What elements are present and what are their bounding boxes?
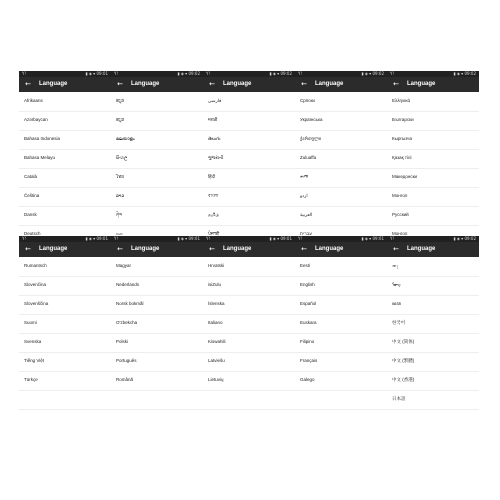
status-left-icons: Y! bbox=[22, 71, 27, 76]
language-list-item[interactable] bbox=[387, 295, 479, 315]
language-list-item[interactable] bbox=[111, 314, 203, 334]
language-label: Nederlands bbox=[116, 282, 140, 287]
language-label: ગુજરાતી bbox=[208, 155, 224, 160]
language-list-item[interactable] bbox=[295, 295, 387, 315]
language-list-item[interactable] bbox=[19, 257, 111, 277]
status-time: 09:02 bbox=[280, 71, 292, 76]
page-title: Language bbox=[315, 81, 344, 87]
language-label: Español bbox=[300, 301, 317, 306]
language-label: ລາວ bbox=[116, 193, 125, 198]
status-icons: ▮ ◈ ▾ bbox=[269, 71, 280, 76]
language-list-item[interactable] bbox=[19, 149, 111, 169]
app-bar bbox=[387, 242, 479, 257]
language-label: 中文 (繁體) bbox=[392, 358, 415, 363]
back-arrow-icon[interactable]: ← bbox=[301, 245, 307, 253]
app-bar bbox=[295, 77, 387, 92]
status-time: 09:01 bbox=[188, 236, 200, 241]
language-list-item[interactable] bbox=[19, 352, 111, 372]
language-list-item[interactable] bbox=[203, 92, 295, 112]
language-label: Galego bbox=[300, 377, 315, 382]
status-left-icons: Y! bbox=[298, 236, 303, 241]
language-screen bbox=[387, 71, 479, 236]
language-list-item[interactable] bbox=[203, 130, 295, 150]
language-list bbox=[203, 92, 295, 236]
language-list-item[interactable] bbox=[203, 333, 295, 353]
status-icons: ▮ ◈ ▾ bbox=[453, 236, 464, 241]
language-label: 한국어 bbox=[392, 320, 406, 325]
language-label: Afrikaans bbox=[24, 98, 43, 103]
language-list-item[interactable] bbox=[295, 206, 387, 226]
status-time: 09:01 bbox=[96, 236, 108, 241]
language-list-item[interactable] bbox=[111, 390, 203, 410]
language-list-item[interactable] bbox=[387, 276, 479, 296]
status-left-icons: Y! bbox=[114, 71, 119, 76]
language-label: Hrvatski bbox=[208, 263, 225, 268]
language-label: ಕನ್ನಡ bbox=[116, 117, 125, 122]
language-list-item[interactable] bbox=[111, 206, 203, 226]
language-label: தமிழ் bbox=[208, 212, 219, 217]
language-screen bbox=[203, 71, 295, 236]
app-bar bbox=[19, 242, 111, 257]
status-time: 09:02 bbox=[464, 236, 476, 241]
language-label: ሐማ bbox=[300, 174, 308, 179]
language-label: Deutsch bbox=[24, 231, 41, 236]
page-title: Language bbox=[39, 246, 68, 252]
status-icons: ▮ ◈ ▾ bbox=[85, 236, 96, 241]
status-icons: ▮ ◈ ▾ bbox=[177, 236, 188, 241]
language-list-item[interactable] bbox=[295, 111, 387, 131]
language-label: Rumantsch bbox=[24, 263, 47, 268]
app-bar bbox=[111, 77, 203, 92]
language-list-item[interactable] bbox=[387, 371, 479, 391]
language-label: తెలుగు bbox=[208, 136, 221, 141]
language-list-item[interactable] bbox=[295, 390, 387, 410]
language-label: Čeština bbox=[24, 193, 40, 198]
language-list-item[interactable] bbox=[387, 149, 479, 169]
app-bar bbox=[295, 242, 387, 257]
language-label: বাংলা bbox=[208, 193, 219, 198]
language-label: Kiswahili bbox=[208, 339, 226, 344]
status-left-icons: Y! bbox=[114, 236, 119, 241]
language-list-item[interactable] bbox=[111, 111, 203, 131]
language-list-item[interactable] bbox=[387, 111, 479, 131]
language-list-item[interactable] bbox=[295, 92, 387, 112]
language-label: Zuluaffa bbox=[300, 155, 317, 160]
language-list-item[interactable] bbox=[19, 390, 111, 410]
language-list-item[interactable] bbox=[111, 92, 203, 112]
language-list-item[interactable] bbox=[111, 352, 203, 372]
language-list bbox=[19, 92, 111, 236]
language-list-item[interactable] bbox=[19, 333, 111, 353]
language-label: Euskara bbox=[300, 320, 317, 325]
page-title: Language bbox=[131, 246, 160, 252]
language-label: Slovenčina bbox=[24, 282, 47, 287]
language-list-item[interactable] bbox=[295, 333, 387, 353]
status-icons: ▮ ◈ ▾ bbox=[361, 236, 372, 241]
language-label: ဗမာ bbox=[116, 231, 123, 236]
language-list-item[interactable] bbox=[387, 333, 479, 353]
language-list bbox=[295, 257, 387, 394]
status-icons: ▮ ◈ ▾ bbox=[453, 71, 464, 76]
status-left-icons: Y! bbox=[206, 71, 211, 76]
language-list-item[interactable] bbox=[203, 352, 295, 372]
page-title: Language bbox=[223, 246, 252, 252]
language-list-item[interactable] bbox=[111, 371, 203, 391]
language-list-item[interactable] bbox=[387, 168, 479, 188]
language-list-item[interactable] bbox=[203, 206, 295, 226]
language-list-item[interactable] bbox=[111, 187, 203, 207]
language-label: Latviešu bbox=[208, 358, 225, 363]
language-label: isiZulu bbox=[208, 282, 222, 287]
back-arrow-icon[interactable]: ← bbox=[393, 80, 399, 88]
language-screen bbox=[295, 236, 387, 394]
language-list-item[interactable] bbox=[295, 187, 387, 207]
language-list bbox=[111, 92, 203, 236]
language-label: Polski bbox=[116, 339, 129, 344]
language-list-item[interactable] bbox=[387, 206, 479, 226]
back-arrow-icon[interactable]: ← bbox=[25, 245, 31, 253]
language-list-item[interactable] bbox=[19, 295, 111, 315]
language-screen bbox=[19, 71, 111, 236]
language-label: Íslenska bbox=[208, 301, 225, 306]
language-list bbox=[387, 92, 479, 236]
language-label: 中文 (简体) bbox=[392, 339, 415, 344]
status-left-icons: Y! bbox=[390, 71, 395, 76]
language-screen bbox=[387, 236, 479, 401]
language-list bbox=[387, 257, 479, 401]
language-label: Dansk bbox=[24, 212, 37, 217]
status-left-icons: Y! bbox=[298, 71, 303, 76]
language-label: ཤེལ bbox=[116, 212, 123, 217]
language-list-item[interactable] bbox=[295, 130, 387, 150]
language-list-item[interactable] bbox=[111, 168, 203, 188]
language-list-item[interactable] bbox=[387, 390, 479, 410]
back-arrow-icon[interactable]: ← bbox=[209, 245, 215, 253]
language-list-item[interactable] bbox=[203, 168, 295, 188]
language-label: ქართული bbox=[300, 136, 322, 141]
status-icons: ▮ ◈ ▾ bbox=[177, 71, 188, 76]
language-label: Македонски bbox=[392, 174, 418, 179]
language-list-item[interactable] bbox=[19, 371, 111, 391]
language-label: עברית bbox=[300, 231, 312, 236]
language-list-item[interactable] bbox=[295, 257, 387, 277]
language-list-item[interactable] bbox=[387, 314, 479, 334]
language-label: ᠮᠣᠩ bbox=[392, 282, 401, 287]
language-list-item[interactable] bbox=[19, 92, 111, 112]
app-bar bbox=[387, 77, 479, 92]
status-time: 09:01 bbox=[280, 236, 292, 241]
language-list bbox=[19, 257, 111, 394]
page-title: Language bbox=[223, 81, 252, 87]
language-label: Filipino bbox=[300, 339, 315, 344]
language-label: Română bbox=[116, 377, 134, 382]
language-label: Slovenščina bbox=[24, 301, 49, 306]
language-label: മലയാളം bbox=[116, 136, 135, 141]
language-list-item[interactable] bbox=[111, 257, 203, 277]
page-title: Language bbox=[39, 81, 68, 87]
language-list-item[interactable] bbox=[19, 206, 111, 226]
language-label: Tiếng Việt bbox=[24, 358, 45, 363]
language-list-item[interactable] bbox=[203, 295, 295, 315]
language-list-item[interactable] bbox=[295, 352, 387, 372]
language-list-item[interactable] bbox=[111, 295, 203, 315]
back-arrow-icon[interactable]: ← bbox=[117, 245, 123, 253]
language-label: Svenska bbox=[24, 339, 42, 344]
language-list-item[interactable] bbox=[111, 333, 203, 353]
language-label: ꦗꦮ bbox=[392, 301, 401, 306]
language-label: ಕನ್ನಡ bbox=[116, 98, 125, 103]
language-list-item[interactable] bbox=[387, 187, 479, 207]
back-arrow-icon[interactable]: ← bbox=[301, 80, 307, 88]
language-label: Português bbox=[116, 358, 137, 363]
language-label: اردو bbox=[300, 193, 308, 198]
language-list-item[interactable] bbox=[203, 111, 295, 131]
language-list-item[interactable] bbox=[19, 168, 111, 188]
status-left-icons: Y! bbox=[206, 236, 211, 241]
language-list-item[interactable] bbox=[203, 314, 295, 334]
language-list-item[interactable] bbox=[19, 276, 111, 296]
language-label: Français bbox=[300, 358, 318, 363]
language-label: Српски bbox=[300, 98, 315, 103]
status-time: 09:02 bbox=[188, 71, 200, 76]
language-list-item[interactable] bbox=[387, 352, 479, 372]
language-label: Ελληνικά bbox=[392, 98, 411, 103]
language-label: 日本語 bbox=[392, 396, 406, 401]
language-list-item[interactable] bbox=[295, 314, 387, 334]
language-list-item[interactable] bbox=[295, 276, 387, 296]
language-label: मराठी bbox=[208, 117, 218, 122]
language-list-item[interactable] bbox=[203, 149, 295, 169]
page-title: Language bbox=[407, 81, 436, 87]
language-label: Türkçe bbox=[24, 377, 38, 382]
page-title: Language bbox=[315, 246, 344, 252]
app-bar bbox=[111, 242, 203, 257]
page-title: Language bbox=[407, 246, 436, 252]
language-label: Български bbox=[392, 117, 414, 122]
language-label: Suomi bbox=[24, 320, 37, 325]
language-label: Монгол bbox=[392, 231, 408, 236]
language-list-item[interactable] bbox=[387, 92, 479, 112]
language-label: ၼႃ bbox=[392, 263, 398, 268]
language-label: Монгол bbox=[392, 193, 408, 198]
status-left-icons: Y! bbox=[390, 236, 395, 241]
status-time: 09:02 bbox=[464, 71, 476, 76]
language-list-item[interactable] bbox=[19, 314, 111, 334]
language-screen bbox=[111, 71, 203, 236]
app-bar bbox=[203, 77, 295, 92]
language-label: O'zbekcha bbox=[116, 320, 138, 325]
back-arrow-icon[interactable]: ← bbox=[117, 80, 123, 88]
language-list-item[interactable] bbox=[111, 149, 203, 169]
status-time: 09:01 bbox=[372, 236, 384, 241]
language-list bbox=[203, 257, 295, 394]
status-icons: ▮ ◈ ▾ bbox=[361, 71, 372, 76]
language-list-item[interactable] bbox=[19, 111, 111, 131]
app-bar bbox=[203, 242, 295, 257]
language-list-item[interactable] bbox=[295, 371, 387, 391]
language-label: English bbox=[300, 282, 315, 287]
status-icons: ▮ ◈ ▾ bbox=[85, 71, 96, 76]
language-list-item[interactable] bbox=[387, 130, 479, 150]
language-label: Bahasa Indonesia bbox=[24, 136, 61, 141]
language-list-item[interactable] bbox=[19, 130, 111, 150]
language-screen bbox=[19, 236, 111, 394]
language-screen bbox=[295, 71, 387, 236]
language-list-item[interactable] bbox=[203, 371, 295, 391]
language-label: 中文 (香港) bbox=[392, 377, 415, 382]
language-label: Bahasa Melayu bbox=[24, 155, 56, 160]
language-screen bbox=[111, 236, 203, 394]
language-label: العربية bbox=[300, 212, 313, 217]
language-list-item[interactable] bbox=[203, 187, 295, 207]
language-list-item[interactable] bbox=[203, 390, 295, 410]
back-arrow-icon[interactable]: ← bbox=[209, 80, 215, 88]
status-left-icons: Y! bbox=[22, 236, 27, 241]
language-label: Lietuvių bbox=[208, 377, 224, 382]
language-list-item[interactable] bbox=[19, 187, 111, 207]
app-bar bbox=[19, 77, 111, 92]
language-label: ਪੰਜਾਬੀ bbox=[208, 231, 220, 236]
back-arrow-icon[interactable]: ← bbox=[25, 80, 31, 88]
language-label: Azərbaycan bbox=[24, 117, 48, 122]
language-list-item[interactable] bbox=[203, 276, 295, 296]
language-list bbox=[111, 257, 203, 394]
language-list-item[interactable] bbox=[295, 168, 387, 188]
status-time: 09:01 bbox=[96, 71, 108, 76]
language-list bbox=[295, 92, 387, 236]
back-arrow-icon[interactable]: ← bbox=[393, 245, 399, 253]
language-screen bbox=[203, 236, 295, 394]
status-time: 09:02 bbox=[372, 71, 384, 76]
status-icons: ▮ ◈ ▾ bbox=[269, 236, 280, 241]
page-title: Language bbox=[131, 81, 160, 87]
language-list-item[interactable] bbox=[111, 276, 203, 296]
language-label: Қазақ тілі bbox=[392, 155, 412, 160]
language-list-item[interactable] bbox=[111, 130, 203, 150]
language-label: Català bbox=[24, 174, 38, 179]
language-label: Українська bbox=[300, 117, 323, 122]
language-label: Кыргызча bbox=[392, 136, 412, 141]
language-label: ไทย bbox=[116, 174, 124, 179]
language-label: Italiano bbox=[208, 320, 223, 325]
language-list-item[interactable] bbox=[295, 149, 387, 169]
language-label: Русский bbox=[392, 212, 409, 217]
language-label: हिंदी bbox=[208, 174, 216, 179]
language-list-item[interactable] bbox=[387, 257, 479, 277]
language-label: فارسی bbox=[208, 98, 222, 103]
language-label: Norsk bokmål bbox=[116, 301, 144, 306]
language-list-item[interactable] bbox=[203, 257, 295, 277]
language-label: Eesti bbox=[300, 263, 311, 268]
language-label: සිංහල bbox=[116, 155, 128, 160]
language-label: Magyar bbox=[116, 263, 132, 268]
